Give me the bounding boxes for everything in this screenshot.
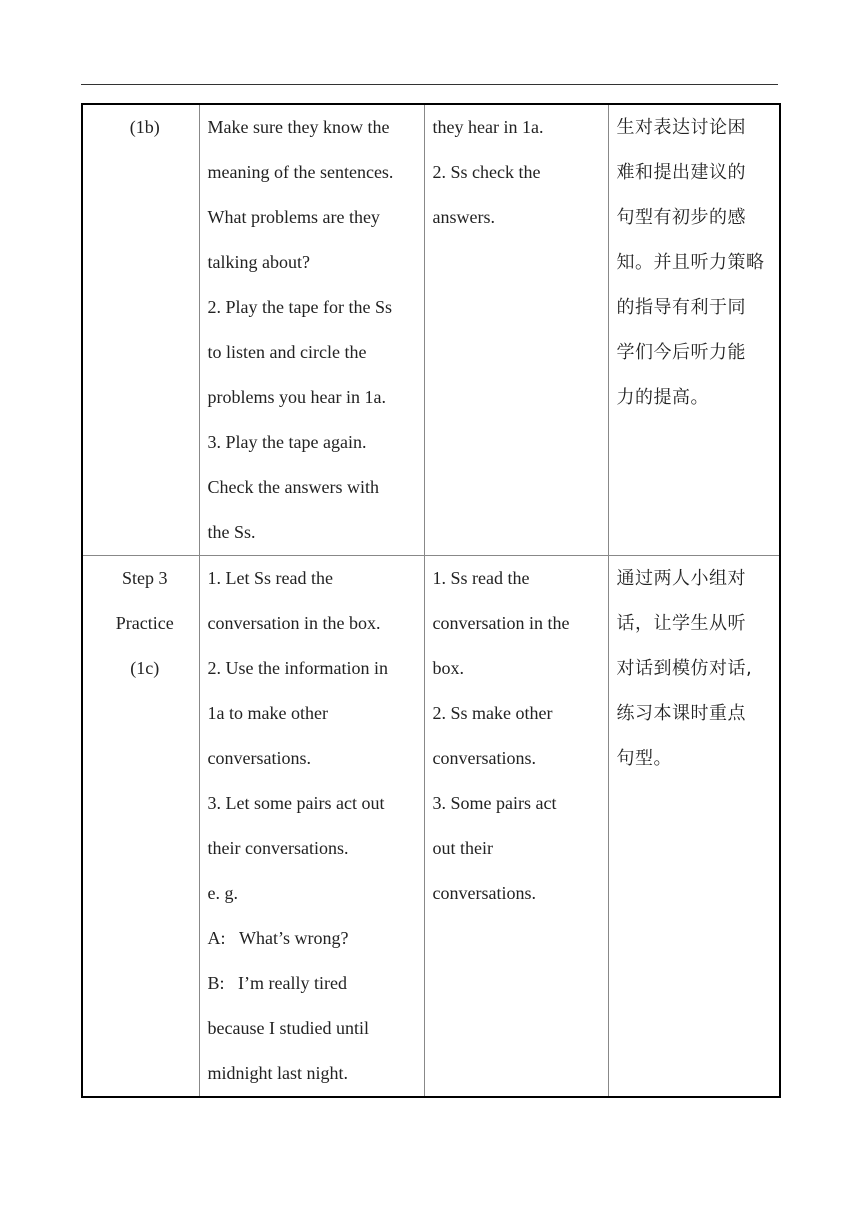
teacher-line: Make sure they know the — [207, 117, 390, 137]
purpose-line: 句型有初步的感 — [616, 207, 746, 228]
stage-text: (1c) — [130, 658, 160, 678]
student-line: conversation in the — [432, 613, 570, 633]
teacher-line: conversation in the box. — [207, 613, 381, 633]
student-line: they hear in 1a. — [432, 117, 544, 137]
student-line: answers. — [432, 207, 495, 227]
design-purpose-cell — [608, 104, 780, 556]
stage-cell — [82, 104, 199, 556]
purpose-line: 生对表达讨论困 — [616, 117, 746, 138]
teacher-line: midnight last night. — [207, 1063, 349, 1083]
teacher-activity-cell — [199, 104, 424, 556]
teacher-activity-cell — [199, 556, 424, 1098]
teacher-line: 3. Let some pairs act out — [207, 793, 385, 813]
student-line: conversations. — [432, 883, 536, 903]
teacher-line: to listen and circle the — [207, 342, 367, 362]
purpose-line: 力的提高。 — [616, 387, 709, 408]
purpose-line: 对话到模仿对话, — [616, 658, 753, 679]
student-line: 3. Some pairs act — [432, 793, 557, 813]
student-line: box. — [432, 658, 464, 678]
purpose-line: 通过两人小组对 — [616, 568, 746, 589]
student-line: 2. Ss make other — [432, 703, 553, 723]
purpose-line: 的指导有利于同 — [616, 297, 746, 318]
lesson-plan-table — [81, 103, 781, 1098]
student-line: 2. Ss check the — [432, 162, 541, 182]
stage-cell — [82, 556, 199, 1098]
teacher-line: 1a to make other — [207, 703, 328, 723]
header-rule — [81, 84, 778, 85]
table-row — [82, 556, 780, 1098]
teacher-line: problems you hear in 1a. — [207, 387, 386, 407]
teacher-line: 3. Play the tape again. — [207, 432, 367, 452]
teacher-line: Check the answers with — [207, 477, 379, 497]
teacher-line: 1. Let Ss read the — [207, 568, 333, 588]
teacher-line: 2. Use the information in — [207, 658, 388, 678]
purpose-line: 学们今后听力能 — [616, 342, 746, 363]
student-line: out their — [432, 838, 493, 858]
student-activity-cell — [424, 104, 608, 556]
student-line: 1. Ss read the — [432, 568, 530, 588]
design-purpose-cell — [608, 556, 780, 1098]
teacher-line: talking about? — [207, 252, 310, 272]
student-activity-cell — [424, 556, 608, 1098]
teacher-line: conversations. — [207, 748, 311, 768]
teacher-line: because I studied until — [207, 1018, 369, 1038]
teacher-line: the Ss. — [207, 522, 256, 542]
stage-text: Practice — [115, 613, 174, 633]
purpose-line: 难和提出建议的 — [616, 162, 746, 183]
purpose-line: 知。并且听力策略 — [616, 252, 765, 273]
teacher-line: e. g. — [207, 883, 238, 903]
purpose-line: 练习本课时重点 — [616, 703, 746, 724]
stage-text: (1b) — [129, 117, 160, 137]
teacher-line: A: What’s wrong? — [207, 928, 349, 948]
teacher-line: meaning of the sentences. — [207, 162, 394, 182]
teacher-line: What problems are they — [207, 207, 380, 227]
purpose-line: 话，让学生从听 — [616, 613, 746, 634]
stage-text: Step 3 — [121, 568, 168, 588]
teacher-line: their conversations. — [207, 838, 349, 858]
purpose-line: 句型。 — [616, 748, 672, 769]
teacher-line: B: I’m really tired — [207, 973, 347, 993]
student-line: conversations. — [432, 748, 536, 768]
teacher-line: 2. Play the tape for the Ss — [207, 297, 392, 317]
table-row — [82, 104, 780, 556]
